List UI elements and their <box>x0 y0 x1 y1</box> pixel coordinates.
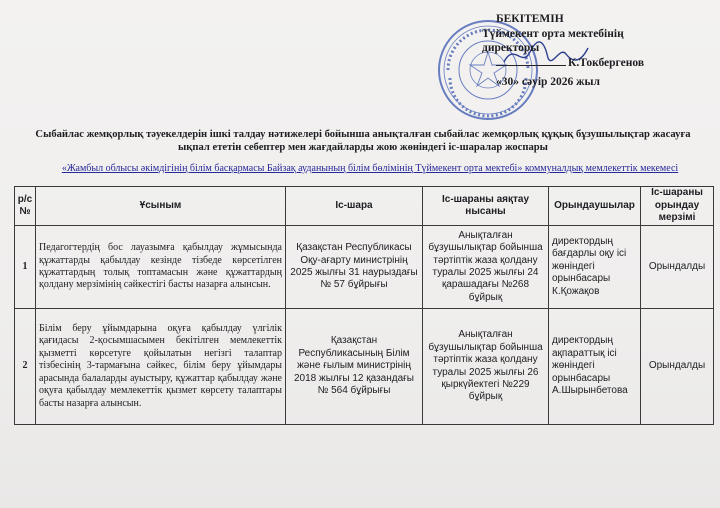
header-number: р/с № <box>15 187 36 226</box>
row-measure: Қазақстан Республикасы Оқу-ағарту министрінің 2025 жылғы 31 наурыздағы № 57 бұйрығы <box>286 226 423 309</box>
row-executors: директордың бағдарлы оқу ісі жөніндегі орынбасары К.Қожақов <box>549 226 641 309</box>
row-completion-form: Анықталған бұзушылықтар бойынша тәртіптік жаза қолдану туралы 2025 жылғы 26 қыркүйектегі №229 бұйрық <box>423 309 549 425</box>
signature-line <box>496 65 566 66</box>
approval-position-line1: Түймекент орта мектебінің <box>482 27 624 40</box>
table-row <box>15 226 714 309</box>
approval-block <box>482 12 712 90</box>
approval-signer: К.Токбергенов <box>568 56 645 69</box>
header-measure: Іс-шара <box>286 187 423 226</box>
header-proposal: Ұсыным <box>36 187 286 226</box>
header-completion-form: Іс-шараны аяқтау нысаны <box>423 187 549 226</box>
table-row <box>15 309 714 425</box>
approval-title: БЕКІТЕМІН <box>496 13 564 25</box>
approval-signer-line <box>482 56 712 71</box>
document-title-line2: ықпал ететін себептер мен жағдайларды жою жөніндегі іс-шаралар жоспары <box>178 142 548 153</box>
header-executors: Орындаушылар <box>549 187 641 226</box>
row-proposal: Білім беру ұйымдарына оқуға қабылдау үлгілік қағидасы 2-қосымшасымен бекітілген мемлекеттік қызметті көрсетуге қойылатын негізгі талаптар тізбесінің 3-тармағына сәйкес, білім беру ұйымдары арасында балаларды ауыстыру, құжаттар қабылдау және оқуға қабылдау мемлекеттік қызмет көрсету талаптары басты назарға алынсын. <box>36 309 286 425</box>
action-plan-table <box>14 186 714 425</box>
row-proposal: Педагогтердің бос лауазымға қабылдау жұмысында құжаттарды қабылдау кезінде тізбеде көрсетілген құжаттардың толық топтамасын және құжаттардың қолдану мерзімінің сәйкестігі басты назарға алынсын. <box>36 226 286 309</box>
document-title <box>24 128 702 154</box>
row-deadline: Орындалды <box>641 226 714 309</box>
row-measure: Қазақстан Республикасының Білім және ғылым министрінің 2018 жылғы 12 қазандағы № 564 бұйрығы <box>286 309 423 425</box>
header-deadline: Іс-шараны орындау мерзімі <box>641 187 714 226</box>
approval-date: «30» сәуір 2026 жыл <box>496 76 600 88</box>
table-header-row <box>15 187 714 226</box>
row-deadline: Орындалды <box>641 309 714 425</box>
row-executors: директордың ақпараттық ісі жөніндегі орынбасары А.Шырынбетова <box>549 309 641 425</box>
row-completion-form: Анықталған бұзушылықтар бойынша тәртіптік жаза қолдану туралы 2025 жылғы 24 қарашадағы №268 бұйрық <box>423 226 549 309</box>
document-title-line1: Сыбайлас жемқорлық тәуекелдерін ішкі талдау нәтижелері бойынша анықталған сыбайлас жемқорлық құқық бұзушылықтар жасауға <box>35 129 691 140</box>
approval-position-line2: директоры <box>482 42 540 54</box>
organization-name: «Жамбыл облысы әкімдігінің білім басқармасы Байзақ ауданының білім бөлімінің Түймекент орта мектебі» коммуналдық мемлекеттік мекемесі <box>61 163 679 174</box>
row-number: 1 <box>15 226 36 309</box>
row-number: 2 <box>15 309 36 425</box>
